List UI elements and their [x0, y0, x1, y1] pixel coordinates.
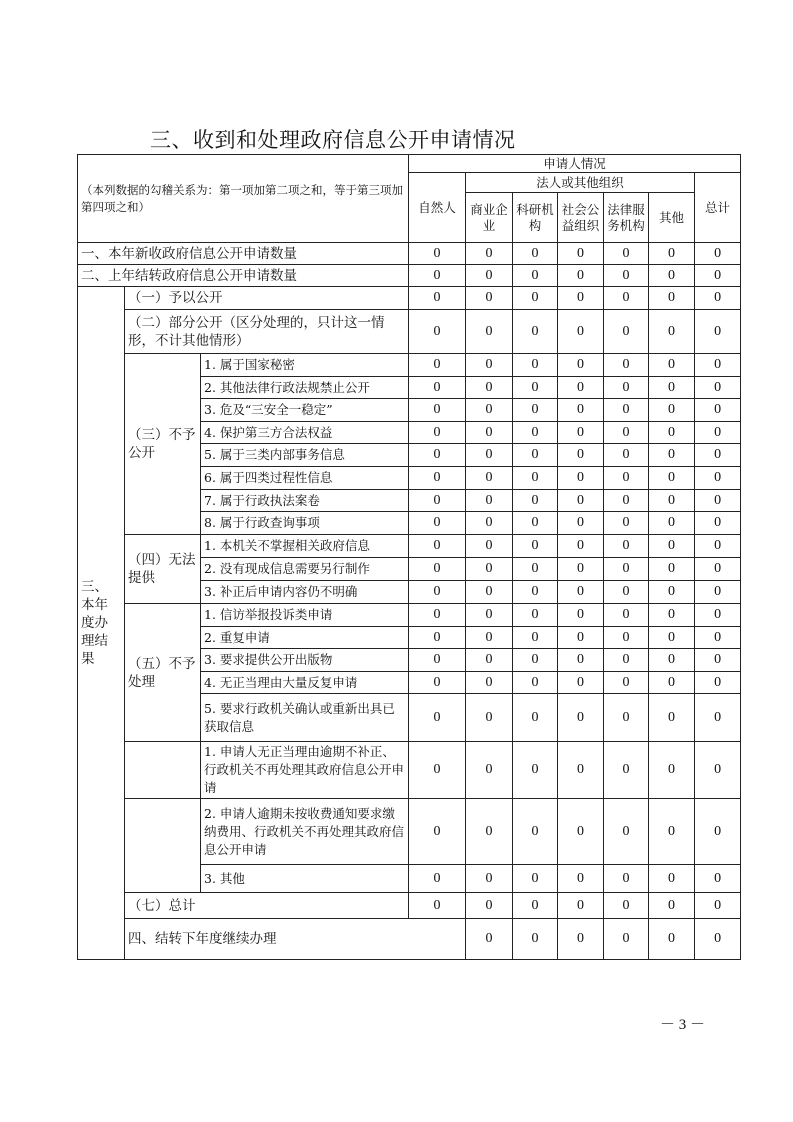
value-cell: 0 [409, 865, 466, 893]
table-row [78, 919, 741, 960]
value-cell: 0 [558, 742, 604, 799]
value-cell: 0 [695, 377, 741, 399]
value-cell: 0 [558, 893, 604, 919]
header-research: 科研机构 [513, 193, 558, 243]
value-cell: 0 [649, 377, 695, 399]
value-cell: 0 [649, 535, 695, 558]
value-cell: 0 [513, 627, 558, 649]
group-label-notopen: （三）不予公开 [125, 354, 201, 535]
sub-row-label: 6. 属于四类过程性信息 [201, 467, 409, 490]
value-cell: 0 [558, 604, 604, 627]
value-cell: 0 [513, 467, 558, 490]
row-label-open: （一）予以公开 [125, 287, 409, 310]
header-legal-group: 法人或其他组织 [466, 173, 695, 193]
value-cell: 0 [466, 893, 513, 919]
sub-row-label: 2. 其他法律行政法规禁止公开 [201, 377, 409, 399]
value-cell: 0 [409, 243, 466, 265]
value-cell: 0 [558, 649, 604, 672]
value-cell: 0 [513, 919, 558, 960]
value-cell: 0 [558, 444, 604, 467]
header-legal-service: 法律服务机构 [604, 193, 649, 243]
value-cell: 0 [409, 742, 466, 799]
value-cell: 0 [695, 243, 741, 265]
value-cell: 0 [513, 865, 558, 893]
value-cell: 0 [513, 893, 558, 919]
sub-row-label: 3. 危及“三安全一稳定” [201, 399, 409, 422]
value-cell: 0 [649, 742, 695, 799]
value-cell: 0 [513, 604, 558, 627]
value-cell: 0 [466, 467, 513, 490]
value-cell: 0 [466, 604, 513, 627]
value-cell: 0 [604, 399, 649, 422]
value-cell: 0 [604, 287, 649, 310]
value-cell: 0 [513, 535, 558, 558]
value-cell: 0 [558, 558, 604, 581]
sub-row-label: 1. 信访举报投诉类申请 [201, 604, 409, 627]
value-cell: 0 [695, 581, 741, 604]
value-cell: 0 [558, 865, 604, 893]
value-cell: 0 [649, 265, 695, 287]
table-row [78, 604, 741, 627]
value-cell: 0 [466, 399, 513, 422]
value-cell: 0 [695, 558, 741, 581]
value-cell: 0 [466, 672, 513, 694]
sub-row-label: 3. 其他 [201, 865, 409, 893]
header-total: 总计 [695, 173, 741, 243]
value-cell: 0 [409, 535, 466, 558]
group-label-unable: （四）无法提供 [125, 535, 201, 604]
value-cell: 0 [604, 467, 649, 490]
group-label-noprocess: （五）不予处理 [125, 604, 201, 742]
value-cell: 0 [558, 399, 604, 422]
value-cell: 0 [604, 581, 649, 604]
value-cell: 0 [466, 490, 513, 512]
value-cell: 0 [695, 742, 741, 799]
table-row [78, 893, 741, 919]
sub-row-label: 1. 申请人无正当理由逾期不补正、行政机关不再处理其政府信息公开申请 [201, 742, 409, 799]
table-row [78, 243, 741, 265]
value-cell: 0 [604, 377, 649, 399]
value-cell: 0 [558, 243, 604, 265]
value-cell: 0 [466, 694, 513, 742]
value-cell: 0 [466, 865, 513, 893]
value-cell: 0 [558, 422, 604, 444]
value-cell: 0 [409, 604, 466, 627]
value-cell: 0 [513, 672, 558, 694]
value-cell: 0 [604, 742, 649, 799]
value-cell: 0 [649, 672, 695, 694]
value-cell: 0 [695, 512, 741, 535]
sub-row-label: 1. 属于国家秘密 [201, 354, 409, 377]
value-cell: 0 [409, 490, 466, 512]
value-cell: 0 [513, 310, 558, 354]
row-label-partial: （二）部分公开（区分处理的，只计这一情形，不计其他情形） [125, 310, 409, 354]
value-cell: 0 [649, 287, 695, 310]
value-cell: 0 [513, 265, 558, 287]
value-cell: 0 [466, 799, 513, 865]
value-cell: 0 [695, 672, 741, 694]
sub-row-label: 2. 没有现成信息需要另行制作 [201, 558, 409, 581]
value-cell: 0 [695, 865, 741, 893]
value-cell: 0 [466, 422, 513, 444]
value-cell: 0 [604, 535, 649, 558]
value-cell: 0 [649, 399, 695, 422]
value-cell: 0 [604, 627, 649, 649]
value-cell: 0 [513, 799, 558, 865]
value-cell: 0 [695, 919, 741, 960]
value-cell: 0 [604, 354, 649, 377]
value-cell: 0 [558, 377, 604, 399]
sub-row-label: 1. 本机关不掌握相关政府信息 [201, 535, 409, 558]
table-row [78, 354, 741, 377]
value-cell: 0 [604, 919, 649, 960]
value-cell: 0 [649, 490, 695, 512]
table-row [78, 799, 741, 865]
value-cell: 0 [513, 649, 558, 672]
value-cell: 0 [409, 512, 466, 535]
value-cell: 0 [513, 243, 558, 265]
value-cell: 0 [558, 287, 604, 310]
row-label-sum: （七）总计 [125, 893, 409, 919]
value-cell: 0 [604, 893, 649, 919]
value-cell: 0 [466, 535, 513, 558]
page-number: － 3 － [660, 1017, 706, 1033]
header-social: 社会公益组织 [558, 193, 604, 243]
value-cell: 0 [558, 512, 604, 535]
value-cell: 0 [558, 490, 604, 512]
value-cell: 0 [604, 604, 649, 627]
value-cell: 0 [649, 558, 695, 581]
value-cell: 0 [695, 649, 741, 672]
sub-row-label: 5. 属于三类内部事务信息 [201, 444, 409, 467]
value-cell: 0 [466, 742, 513, 799]
value-cell: 0 [513, 512, 558, 535]
value-cell: 0 [695, 467, 741, 490]
value-cell: 0 [466, 558, 513, 581]
value-cell: 0 [649, 354, 695, 377]
value-cell: 0 [466, 919, 513, 960]
value-cell: 0 [604, 490, 649, 512]
value-cell: 0 [604, 672, 649, 694]
value-cell: 0 [649, 649, 695, 672]
value-cell: 0 [513, 742, 558, 799]
sub-row-label: 5. 要求行政机关确认或重新出具已获取信息 [201, 694, 409, 742]
row-label-carry: 二、上年结转政府信息公开申请数量 [78, 265, 409, 287]
empty-group-cell [125, 742, 201, 799]
value-cell: 0 [513, 490, 558, 512]
value-cell: 0 [604, 422, 649, 444]
table-row [78, 287, 741, 310]
value-cell: 0 [649, 467, 695, 490]
value-cell: 0 [695, 604, 741, 627]
value-cell: 0 [409, 354, 466, 377]
value-cell: 0 [466, 287, 513, 310]
value-cell: 0 [466, 649, 513, 672]
sub-row-label: 4. 保护第三方合法权益 [201, 422, 409, 444]
value-cell: 0 [649, 604, 695, 627]
value-cell: 0 [466, 444, 513, 467]
value-cell: 0 [558, 265, 604, 287]
value-cell: 0 [466, 377, 513, 399]
value-cell: 0 [409, 377, 466, 399]
value-cell: 0 [695, 694, 741, 742]
row-label-new: 一、本年新收政府信息公开申请数量 [78, 243, 409, 265]
value-cell: 0 [409, 558, 466, 581]
header-applicant: 申请人情况 [409, 155, 741, 173]
value-cell: 0 [409, 581, 466, 604]
empty-group-cell [125, 799, 201, 893]
section-title: 三、收到和处理政府信息公开申请情况 [150, 128, 516, 152]
sub-row-label: 2. 重复申请 [201, 627, 409, 649]
value-cell: 0 [604, 512, 649, 535]
sub-row-label: 4. 无正当理由大量反复申请 [201, 672, 409, 694]
table-row [78, 535, 741, 558]
value-cell: 0 [649, 581, 695, 604]
value-cell: 0 [695, 422, 741, 444]
header-other: 其他 [649, 193, 695, 243]
value-cell: 0 [409, 627, 466, 649]
value-cell: 0 [649, 919, 695, 960]
value-cell: 0 [513, 377, 558, 399]
row-label-next: 四、结转下年度继续办理 [125, 919, 466, 960]
value-cell: 0 [558, 354, 604, 377]
value-cell: 0 [695, 799, 741, 865]
value-cell: 0 [695, 265, 741, 287]
value-cell: 0 [558, 535, 604, 558]
value-cell: 0 [604, 694, 649, 742]
value-cell: 0 [695, 287, 741, 310]
value-cell: 0 [558, 672, 604, 694]
value-cell: 0 [558, 627, 604, 649]
value-cell: 0 [409, 310, 466, 354]
value-cell: 0 [604, 444, 649, 467]
value-cell: 0 [409, 287, 466, 310]
value-cell: 0 [513, 399, 558, 422]
sub-row-label: 8. 属于行政查询事项 [201, 512, 409, 535]
value-cell: 0 [409, 399, 466, 422]
value-cell: 0 [604, 310, 649, 354]
value-cell: 0 [409, 444, 466, 467]
value-cell: 0 [466, 265, 513, 287]
value-cell: 0 [466, 243, 513, 265]
value-cell: 0 [558, 310, 604, 354]
header-natural-person: 自然人 [409, 173, 466, 243]
value-cell: 0 [409, 672, 466, 694]
value-cell: 0 [695, 893, 741, 919]
value-cell: 0 [695, 399, 741, 422]
table-row [78, 742, 741, 799]
value-cell: 0 [409, 422, 466, 444]
value-cell: 0 [649, 310, 695, 354]
sub-row-label: 3. 补正后申请内容仍不明确 [201, 581, 409, 604]
value-cell: 0 [558, 581, 604, 604]
info-disclosure-table [77, 154, 741, 960]
value-cell: 0 [513, 287, 558, 310]
value-cell: 0 [466, 310, 513, 354]
value-cell: 0 [604, 265, 649, 287]
value-cell: 0 [649, 865, 695, 893]
value-cell: 0 [558, 467, 604, 490]
value-cell: 0 [409, 893, 466, 919]
value-cell: 0 [695, 354, 741, 377]
value-cell: 0 [649, 444, 695, 467]
value-cell: 0 [649, 422, 695, 444]
section-3-label: 三、本年度办理结果 [78, 287, 125, 960]
value-cell: 0 [604, 558, 649, 581]
value-cell: 0 [513, 354, 558, 377]
value-cell: 0 [409, 265, 466, 287]
value-cell: 0 [649, 627, 695, 649]
header-commercial: 商业企业 [466, 193, 513, 243]
value-cell: 0 [649, 799, 695, 865]
value-cell: 0 [604, 799, 649, 865]
value-cell: 0 [466, 354, 513, 377]
header-note: （本列数据的勾稽关系为：第一项加第二项之和，等于第三项加第四项之和） [78, 155, 409, 243]
value-cell: 0 [695, 535, 741, 558]
value-cell: 0 [513, 558, 558, 581]
value-cell: 0 [604, 649, 649, 672]
value-cell: 0 [513, 422, 558, 444]
sub-row-label: 3. 要求提供公开出版物 [201, 649, 409, 672]
table-row [78, 310, 741, 354]
value-cell: 0 [513, 694, 558, 742]
value-cell: 0 [649, 243, 695, 265]
sub-row-label: 2. 申请人逾期未按收费通知要求缴纳费用、行政机关不再处理其政府信息公开申请 [201, 799, 409, 865]
value-cell: 0 [466, 581, 513, 604]
sub-row-label: 7. 属于行政执法案卷 [201, 490, 409, 512]
value-cell: 0 [695, 444, 741, 467]
value-cell: 0 [604, 865, 649, 893]
table-row [78, 265, 741, 287]
value-cell: 0 [409, 649, 466, 672]
value-cell: 0 [649, 512, 695, 535]
value-cell: 0 [604, 243, 649, 265]
value-cell: 0 [513, 581, 558, 604]
value-cell: 0 [409, 694, 466, 742]
value-cell: 0 [466, 512, 513, 535]
value-cell: 0 [409, 467, 466, 490]
value-cell: 0 [513, 444, 558, 467]
value-cell: 0 [558, 919, 604, 960]
value-cell: 0 [649, 893, 695, 919]
value-cell: 0 [695, 490, 741, 512]
value-cell: 0 [409, 799, 466, 865]
value-cell: 0 [695, 627, 741, 649]
value-cell: 0 [558, 694, 604, 742]
value-cell: 0 [466, 627, 513, 649]
value-cell: 0 [649, 694, 695, 742]
value-cell: 0 [558, 799, 604, 865]
value-cell: 0 [695, 310, 741, 354]
